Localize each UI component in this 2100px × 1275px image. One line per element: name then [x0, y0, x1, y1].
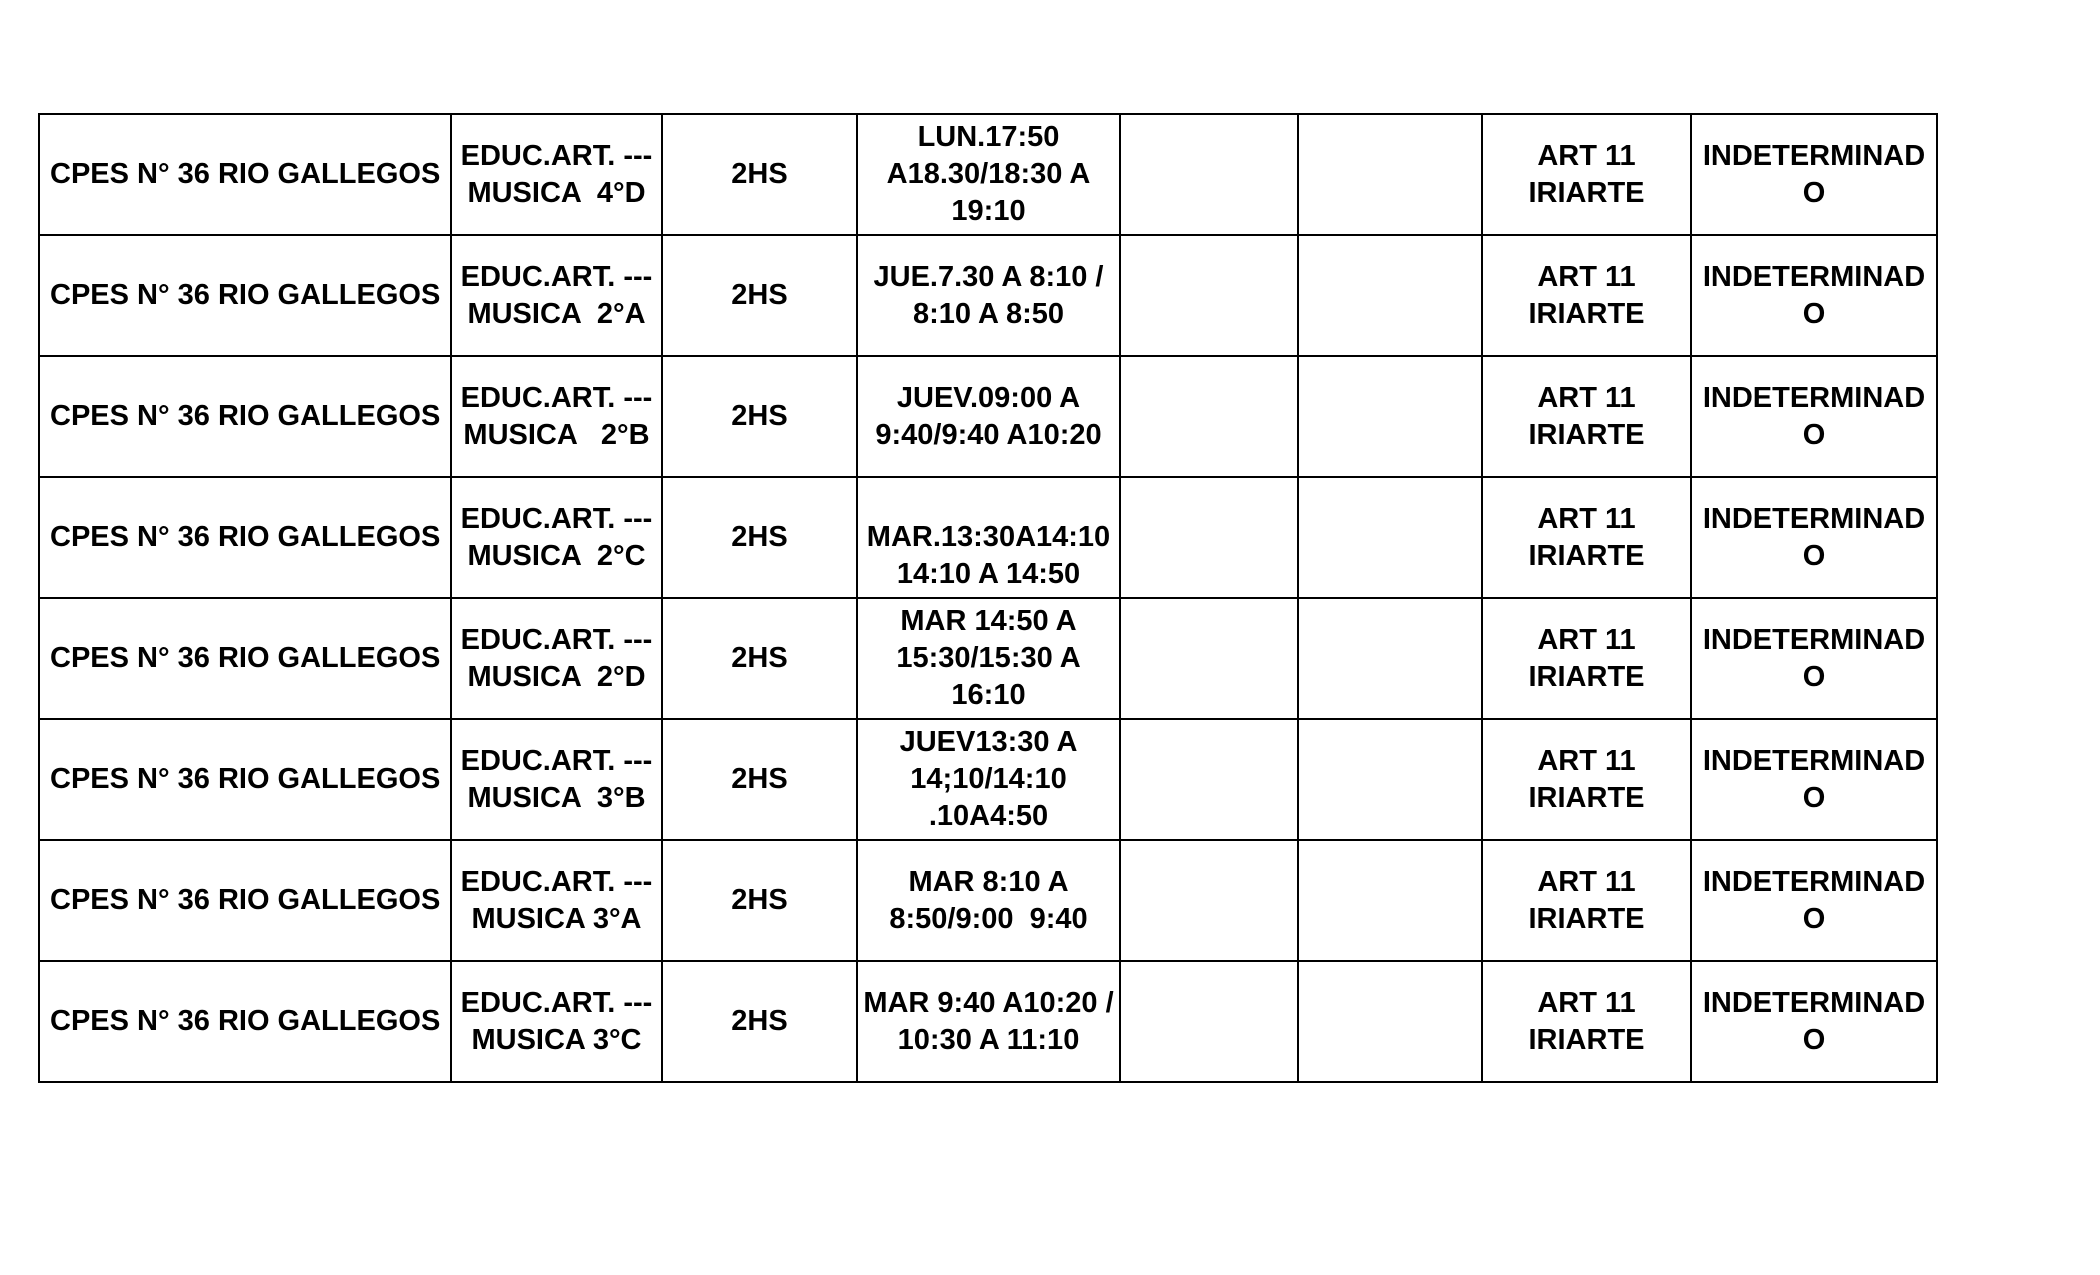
status-cell: INDETERMINAD O: [1691, 356, 1937, 477]
subject-cell: EDUC.ART. --- MUSICA 2°A: [451, 235, 662, 356]
empty-cell: [1298, 114, 1482, 235]
school-cell: CPES N° 36 RIO GALLEGOS: [39, 598, 451, 719]
subject-cell: EDUC.ART. --- MUSICA 2°C: [451, 477, 662, 598]
status-cell: INDETERMINAD O: [1691, 840, 1937, 961]
hours-cell: 2HS: [662, 114, 857, 235]
table-row: [39, 961, 1937, 1082]
status-cell: INDETERMINAD O: [1691, 114, 1937, 235]
empty-cell: [1298, 961, 1482, 1082]
empty-cell: [1298, 477, 1482, 598]
status-cell: INDETERMINAD O: [1691, 477, 1937, 598]
table-row: [39, 840, 1937, 961]
schedule-cell: JUEV13:30 A 14;10/14:10 .10A4:50: [857, 719, 1120, 840]
empty-cell: [1298, 719, 1482, 840]
hours-cell: 2HS: [662, 477, 857, 598]
empty-cell: [1298, 235, 1482, 356]
hours-cell: 2HS: [662, 719, 857, 840]
table-row: [39, 477, 1937, 598]
table-row: [39, 235, 1937, 356]
article-cell: ART 11 IRIARTE: [1482, 961, 1691, 1082]
subject-cell: EDUC.ART. --- MUSICA 3°A: [451, 840, 662, 961]
table-row: [39, 598, 1937, 719]
article-cell: ART 11 IRIARTE: [1482, 114, 1691, 235]
table-row: [39, 114, 1937, 235]
schedule-cell: MAR 9:40 A10:20 / 10:30 A 11:10: [857, 961, 1120, 1082]
hours-cell: 2HS: [662, 598, 857, 719]
empty-cell: [1298, 840, 1482, 961]
status-cell: INDETERMINAD O: [1691, 598, 1937, 719]
status-cell: INDETERMINAD O: [1691, 719, 1937, 840]
school-cell: CPES N° 36 RIO GALLEGOS: [39, 235, 451, 356]
subject-cell: EDUC.ART. --- MUSICA 3°B: [451, 719, 662, 840]
article-cell: ART 11 IRIARTE: [1482, 598, 1691, 719]
empty-cell: [1298, 356, 1482, 477]
schedule-cell: JUE.7.30 A 8:10 / 8:10 A 8:50: [857, 235, 1120, 356]
article-cell: ART 11 IRIARTE: [1482, 719, 1691, 840]
article-cell: ART 11 IRIARTE: [1482, 235, 1691, 356]
table-row: [39, 356, 1937, 477]
hours-cell: 2HS: [662, 840, 857, 961]
table-row: [39, 719, 1937, 840]
schedule-cell: JUEV.09:00 A 9:40/9:40 A10:20: [857, 356, 1120, 477]
school-cell: CPES N° 36 RIO GALLEGOS: [39, 356, 451, 477]
school-cell: CPES N° 36 RIO GALLEGOS: [39, 840, 451, 961]
schedule-cell: MAR.13:30A14:10 14:10 A 14:50: [857, 477, 1120, 598]
empty-cell: [1120, 840, 1298, 961]
hours-cell: 2HS: [662, 235, 857, 356]
schedule-cell: LUN.17:50 A18.30/18:30 A 19:10: [857, 114, 1120, 235]
empty-cell: [1120, 961, 1298, 1082]
empty-cell: [1120, 598, 1298, 719]
school-cell: CPES N° 36 RIO GALLEGOS: [39, 719, 451, 840]
subject-cell: EDUC.ART. --- MUSICA 2°D: [451, 598, 662, 719]
article-cell: ART 11 IRIARTE: [1482, 840, 1691, 961]
table-body: [39, 114, 1937, 1082]
hours-cell: 2HS: [662, 356, 857, 477]
schedule-cell: MAR 14:50 A 15:30/15:30 A 16:10: [857, 598, 1120, 719]
empty-cell: [1298, 598, 1482, 719]
empty-cell: [1120, 477, 1298, 598]
status-cell: INDETERMINAD O: [1691, 235, 1937, 356]
school-cell: CPES N° 36 RIO GALLEGOS: [39, 114, 451, 235]
schedule-table: [38, 113, 1938, 1083]
school-cell: CPES N° 36 RIO GALLEGOS: [39, 961, 451, 1082]
empty-cell: [1120, 719, 1298, 840]
subject-cell: EDUC.ART. --- MUSICA 2°B: [451, 356, 662, 477]
school-cell: CPES N° 36 RIO GALLEGOS: [39, 477, 451, 598]
article-cell: ART 11 IRIARTE: [1482, 477, 1691, 598]
article-cell: ART 11 IRIARTE: [1482, 356, 1691, 477]
empty-cell: [1120, 235, 1298, 356]
subject-cell: EDUC.ART. --- MUSICA 4°D: [451, 114, 662, 235]
status-cell: INDETERMINAD O: [1691, 961, 1937, 1082]
empty-cell: [1120, 356, 1298, 477]
schedule-cell: MAR 8:10 A 8:50/9:00 9:40: [857, 840, 1120, 961]
empty-cell: [1120, 114, 1298, 235]
subject-cell: EDUC.ART. --- MUSICA 3°C: [451, 961, 662, 1082]
hours-cell: 2HS: [662, 961, 857, 1082]
